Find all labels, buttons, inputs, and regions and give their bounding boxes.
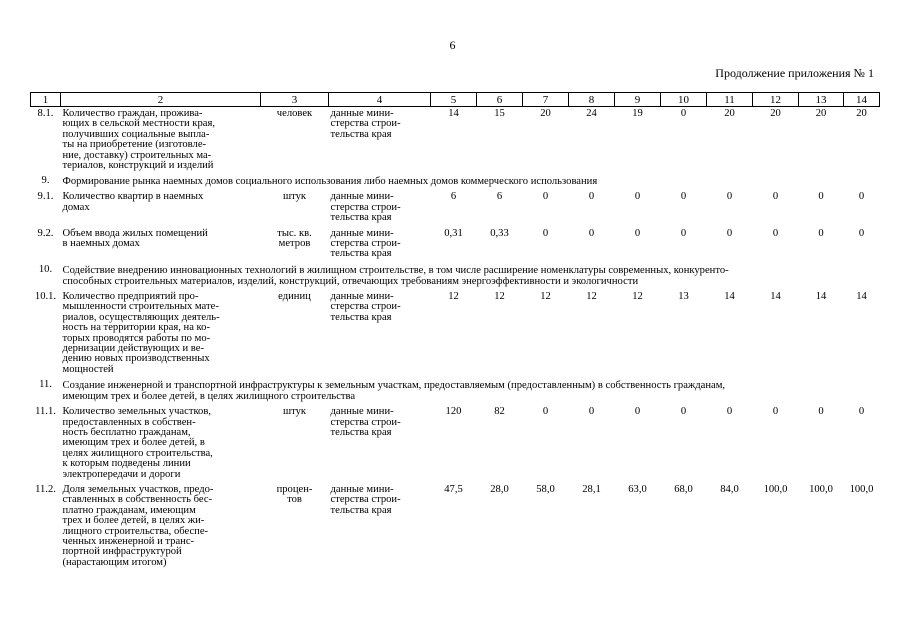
- year-value: 0: [726, 406, 733, 418]
- unit-of-measure: процен- тов: [276, 483, 313, 506]
- column-header: 1: [31, 93, 61, 107]
- column-header: 8: [569, 93, 615, 107]
- data-source: данные мини- стерства строи- тельства края: [330, 406, 401, 438]
- indicator-name: Объем ввода жилых помещений в наемных домах: [62, 227, 208, 250]
- year-value: 58,0: [536, 483, 555, 495]
- section-row: [31, 263, 880, 290]
- section-title: Содействие внедрению инновационных технологий в жилищном строительстве, в том числе расширение номенклатуры современных, конкуренто- способных строительных материалов, изделий, конструкций, отвечающих требованиям энергоэффективности и экологичности: [62, 264, 729, 287]
- indicator-name: Доля земельных участков, предо- ставленных в собственность бес- платно гражданам, имеющим трех и более детей, в целях жи- лищного строительства, обеспе- ченных инженерной и транс- портной инфраструктурой (нарастающим итогом): [62, 483, 214, 568]
- year-value: 13: [678, 290, 689, 302]
- year-value: 12: [586, 290, 597, 302]
- table-row: [31, 107, 880, 175]
- unit-of-measure: штук: [282, 191, 307, 203]
- continuation-label: Продолжение приложения № 1: [715, 66, 874, 80]
- year-value: 12: [540, 290, 551, 302]
- section-number: 9.: [41, 175, 50, 187]
- year-value: 12: [448, 290, 459, 302]
- year-value: 14: [448, 108, 459, 119]
- section-number: 10.: [38, 263, 53, 275]
- column-header: 4: [329, 93, 431, 107]
- table-row: [31, 290, 880, 378]
- data-source: данные мини- стерства строи- тельства края: [330, 108, 401, 140]
- table-row: [31, 405, 880, 483]
- year-value: 0: [726, 191, 733, 203]
- year-value: 20: [815, 108, 827, 119]
- year-value: 6: [496, 191, 503, 203]
- year-value: 0: [858, 191, 865, 203]
- year-value: 0: [542, 227, 549, 239]
- year-value: 14: [856, 290, 867, 302]
- year-value: 0: [542, 406, 549, 418]
- year-value: 0: [858, 406, 865, 418]
- year-value: 0: [772, 227, 779, 239]
- year-value: 20: [724, 108, 735, 119]
- table-body: [31, 107, 880, 572]
- header-row: [31, 93, 880, 107]
- unit-of-measure: человек: [276, 108, 313, 119]
- year-value: 0: [542, 191, 549, 203]
- year-value: 12: [494, 290, 505, 302]
- section-number: 11.: [39, 379, 52, 391]
- year-value: 0: [726, 227, 733, 239]
- year-value: 14: [724, 290, 735, 302]
- page-number: 6: [449, 38, 456, 52]
- row-number: 11.2.: [35, 483, 56, 495]
- column-header: 13: [799, 93, 844, 107]
- column-header: 12: [753, 93, 799, 107]
- year-value: 15: [494, 108, 505, 119]
- column-header: 3: [261, 93, 329, 107]
- data-source: данные мини- стерства строи- тельства края: [330, 191, 401, 224]
- year-value: 12: [632, 290, 643, 302]
- year-value: 20: [856, 108, 867, 119]
- data-source: данные мини- стерства строи- тельства края: [330, 227, 401, 260]
- year-value: 0,31: [444, 227, 463, 239]
- section-title: Создание инженерной и транспортной инфраструктуры к земельным участкам, предоставляемым (предоставленным) в собственность гражданам, имеющим трех и более детей, в целях жилищного строительства: [62, 380, 726, 403]
- column-header: 7: [523, 93, 569, 107]
- column-header: 9: [615, 93, 661, 107]
- year-value: 0: [680, 406, 687, 418]
- table-row: [31, 227, 880, 263]
- year-value: 6: [450, 191, 457, 203]
- indicators-table: [30, 92, 880, 571]
- year-value: 100,0: [763, 483, 788, 495]
- table-row: [31, 190, 880, 226]
- year-value: 14: [815, 290, 827, 302]
- year-value: 24: [586, 108, 597, 119]
- column-header: 10: [661, 93, 707, 107]
- year-value: 0: [818, 227, 824, 239]
- year-value: 0: [680, 191, 687, 203]
- row-number: 11.1.: [35, 406, 56, 418]
- year-value: 20: [770, 108, 781, 119]
- data-source: данные мини- стерства строи- тельства края: [330, 290, 401, 323]
- section-title: Формирование рынка наемных домов социального использования либо наемных домов коммерческого использования: [62, 176, 598, 188]
- year-value: 0: [772, 406, 779, 418]
- unit-of-measure: единиц: [278, 290, 311, 302]
- year-value: 0: [588, 227, 595, 239]
- section-row: [31, 174, 880, 190]
- year-value: 0: [680, 108, 687, 119]
- column-header: 5: [431, 93, 477, 107]
- indicator-name: Количество граждан, прожива- ющих в сельской местности края, получивших социальные выпла- ты на приобретение (изготовле- ние, доставку) строительных ма- териалов, конструкций и изделий: [62, 108, 215, 172]
- column-header: 14: [844, 93, 880, 107]
- year-value: 82: [494, 406, 505, 418]
- year-value: 0: [588, 406, 595, 418]
- year-value: 0,33: [490, 227, 509, 239]
- year-value: 0: [634, 227, 641, 239]
- row-number: 10.1.: [34, 290, 57, 302]
- year-value: 47,5: [444, 483, 463, 495]
- year-value: 0: [772, 191, 779, 203]
- year-value: 68,0: [674, 483, 693, 495]
- year-value: 0: [634, 406, 641, 418]
- year-value: 28,1: [582, 483, 601, 495]
- year-value: 120: [445, 406, 462, 418]
- column-header: 6: [477, 93, 523, 107]
- row-number: 8.1.: [37, 108, 54, 119]
- year-value: 0: [680, 227, 687, 239]
- unit-of-measure: штук: [282, 406, 307, 418]
- year-value: 14: [770, 290, 781, 302]
- year-value: 84,0: [720, 483, 739, 495]
- year-value: 28,0: [490, 483, 509, 495]
- year-value: 19: [632, 108, 643, 119]
- unit-of-measure: тыс. кв. метров: [277, 227, 312, 250]
- data-source: данные мини- стерства строи- тельства края: [330, 483, 401, 516]
- year-value: 0: [818, 191, 824, 203]
- year-value: 0: [858, 227, 865, 239]
- table-row: [31, 483, 880, 571]
- section-row: [31, 378, 880, 405]
- indicator-name: Количество квартир в наемных домах: [62, 191, 204, 213]
- year-value: 0: [818, 406, 824, 418]
- row-number: 9.1.: [37, 191, 54, 203]
- year-value: 20: [540, 108, 551, 119]
- indicator-name: Количество предприятий про- мышленности строительных мате- риалов, осуществляющих деятель- ность на территории края, на ко- торых проводятся работы по мо- дернизации действующих и ве- дению новых производственных мощностей: [62, 290, 220, 375]
- indicator-name: Количество земельных участков, предоставленных в собствен- ность бесплатно гражданам, имеющим трех и более детей, в целях жилищного строительства, к которым подведены линии электропередачи и дороги: [62, 406, 213, 480]
- column-header: 11: [707, 93, 753, 107]
- year-value: 63,0: [628, 483, 647, 495]
- column-header: 2: [61, 93, 261, 107]
- row-number: 9.2.: [37, 227, 54, 239]
- year-value: 100,0: [809, 483, 833, 495]
- year-value: 0: [634, 191, 641, 203]
- year-value: 0: [588, 191, 595, 203]
- year-value: 100,0: [849, 483, 874, 495]
